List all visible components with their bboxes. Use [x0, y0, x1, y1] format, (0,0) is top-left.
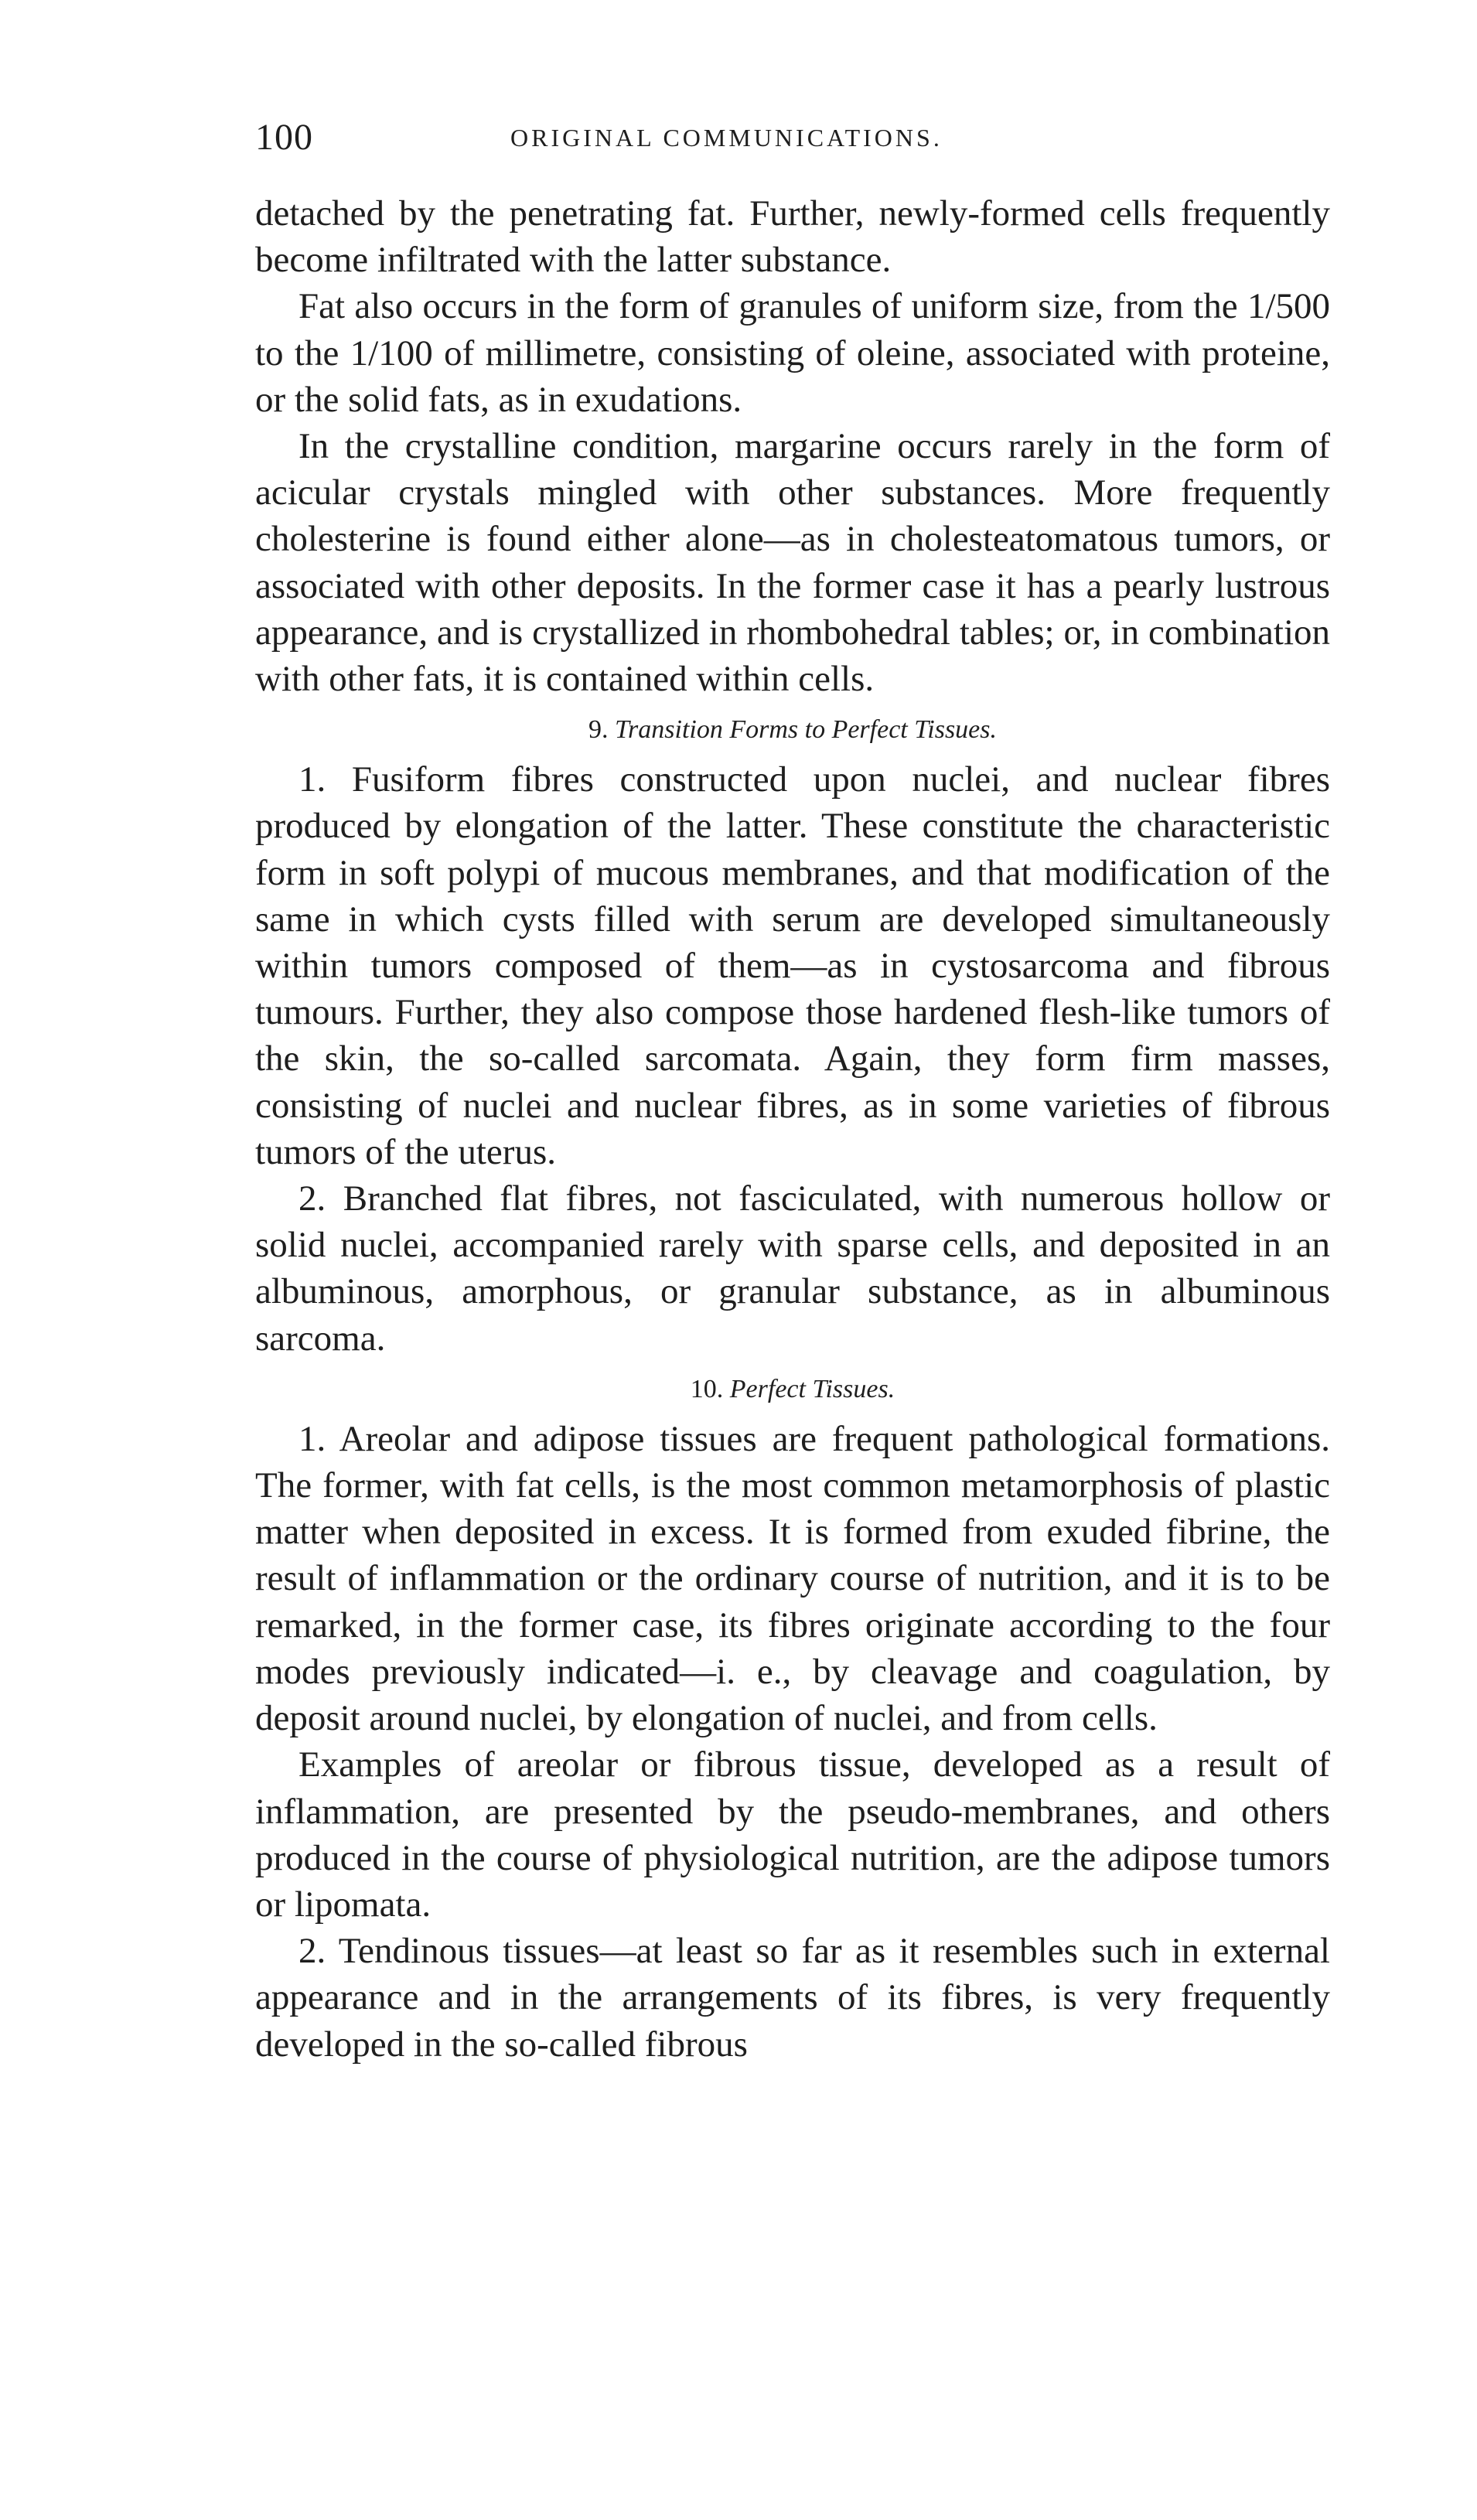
paragraph-fat-granules: Fat also occurs in the form of granules of uniform size, from the 1/500 to the 1/100 of millimetre, consisting of oleine, associated with proteine, or the solid fats, as in exudations.: [255, 286, 1330, 420]
section-title: Transition Forms to Perfect Tissues.: [615, 715, 997, 745]
page-number: 100: [255, 117, 313, 158]
paragraph-fusiform-fibres: 1. Fusiform fibres constructed upon nuclei, and nuclear fibres produced by elongation of the latter. These constitute the characteristic form in soft polypi of mucous membranes, and that modification of the same in which cysts filled with serum are developed simultaneously within tumors composed of them—as in cystosarcoma and fibrous tumours. Further, they also compose those hardened flesh-like tumors of the skin, the so-called sarcomata. Again, they form firm masses, consisting of nuclei and nuclear fibres, as in some varieties of fibrous tumors of the uterus.: [255, 759, 1330, 1172]
section-number: 9.: [588, 715, 609, 745]
section-heading-transition-forms: [255, 707, 1330, 753]
section-title: Perfect Tissues.: [729, 1374, 895, 1403]
section-heading-perfect-tissues: [255, 1366, 1330, 1413]
paragraph-areolar-adipose: 1. Areolar and adipose tissues are frequent pathological formations. The former, with fat cells, is the most common metamorphosis of plastic matter when deposited in excess. It is formed from exuded fibrine, the result of inflammation or the ordinary course of nutrition, and it is to be remarked, in the former case, its fibres originate according to the four modes previously indicated—i. e., by cleavage and coagulation, by deposit around nuclei, by elongation of nuclei, and from cells.: [255, 1418, 1330, 1739]
paragraph-branched-fibres: 2. Branched flat fibres, not fasciculated, with numerous hollow or solid nuclei, accompanied rarely with sparse cells, and deposited in an albuminous, amorphous, or granular substance, as in albuminous sarcoma.: [255, 1178, 1330, 1359]
section-number: 10.: [690, 1374, 724, 1403]
paragraph-tendinous: 2. Tendinous tissues—at least so far as it resembles such in external appearance and in the arrangements of its fibres, is very frequently developed in the so-called fibrous: [255, 1931, 1330, 2065]
running-head: [255, 116, 1330, 170]
running-title: ORIGINAL COMMUNICATIONS.: [510, 124, 943, 152]
book-page: [255, 116, 1330, 2068]
paragraph-crystalline: In the crystalline condition, margarine occurs rarely in the form of acicular crystals mingled with other substances. More frequently cholesterine is found either alone—as in cholesteatomatous tumors, or associated with other deposits. In the former case it has a pearly lustrous appearance, and is crystallized in rhombohedral tables; or, in combination with other fats, it is contained within cells.: [255, 426, 1330, 700]
paragraph-examples: Examples of areolar or fibrous tissue, developed as a result of inflammation, are presented by the pseudo-membranes, and others produced in the course of physiological nutrition, are the adipose tumors or lipomata.: [255, 1744, 1330, 1925]
paragraph-continued: detached by the penetrating fat. Further, newly-formed cells frequently become infiltrated with the latter substance.: [255, 193, 1330, 281]
